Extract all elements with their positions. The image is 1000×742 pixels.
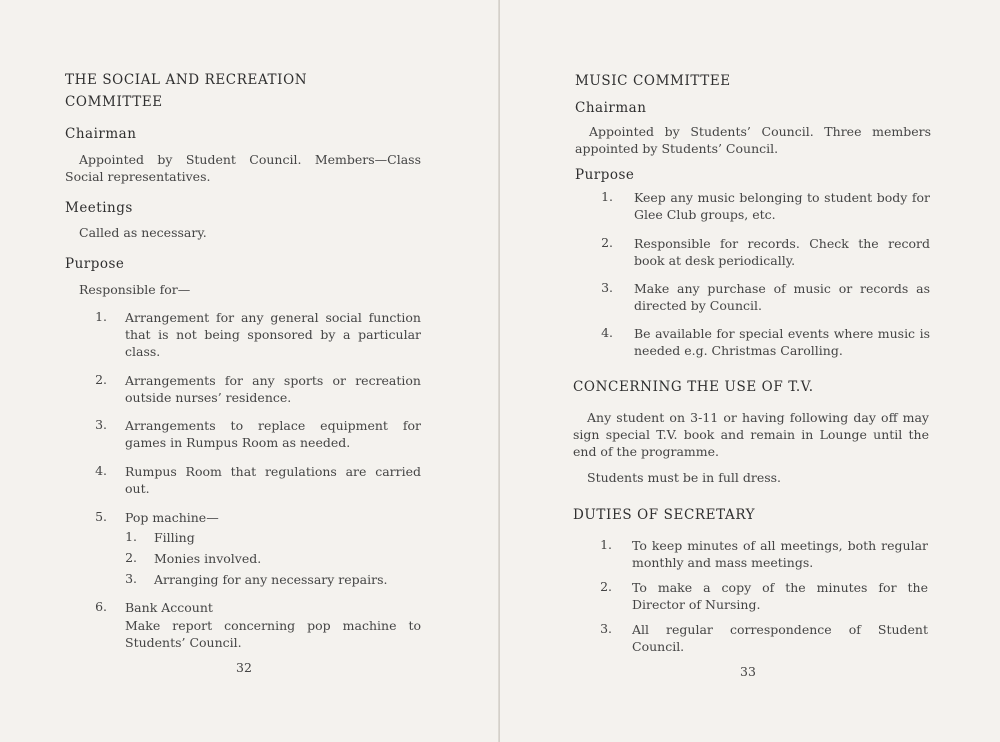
section-title: THE SOCIAL AND RECREATION [65,72,308,88]
section-title-continued: COMMITTEE [65,94,163,110]
tv-dress-text: Students must be in full dress. [587,470,782,485]
list-item: Make any purchase of music or records as directed by Council. [634,281,930,313]
list-item-detail: Make report concerning pop machine to Students’ Council. [125,618,421,650]
subitem-number: 2. [125,550,137,565]
subitem-number: 1. [125,529,137,544]
list-item: To make a copy of the minutes for the Director of Nursing. [632,580,928,612]
item-number: 3. [95,417,107,432]
item-number: 5. [95,509,107,524]
purpose-heading: Purpose [575,167,635,183]
item-number: 1. [600,537,612,552]
chairman-text: Appointed by Student Council. Members—Class Social representatives. [65,152,421,184]
list-item: Arrangements for any sports or recreation outside nurses’ residence. [125,373,421,405]
subitem-number: 3. [125,571,137,586]
meetings-heading: Meetings [65,200,133,216]
item-number: 2. [601,235,613,250]
purpose-heading: Purpose [65,256,125,272]
list-item: Bank Account [125,600,213,615]
sub-list-item: Arranging for any necessary repairs. [154,572,388,587]
list-item: Keep any music belonging to student body for Glee Club groups, etc. [634,190,930,222]
item-number: 3. [600,621,612,636]
chairman-text: Appointed by Students’ Council. Three members appointed by Students’ Council. [575,124,931,156]
purpose-intro: Responsible for— [79,282,191,297]
item-number: 2. [95,372,107,387]
chairman-heading: Chairman [575,100,647,116]
item-number: 3. [601,280,613,295]
secretary-section-title: DUTIES OF SECRETARY [573,507,756,523]
list-item: Pop machine— [125,510,219,525]
tv-section-title: CONCERNING THE USE OF T.V. [573,379,814,395]
list-item: Arrangements to replace equipment for games in Rumpus Room as needed. [125,418,421,450]
chairman-heading: Chairman [65,126,137,142]
item-number: 4. [601,325,613,340]
list-item: Responsible for records. Check the record book at desk periodically. [634,236,930,268]
left-page [0,0,498,742]
sub-list-item: Filling [154,530,195,545]
item-number: 1. [601,189,613,204]
list-item: Rumpus Room that regulations are carried out. [125,464,421,496]
item-number: 6. [95,599,107,614]
list-item: Be available for special events where music is needed e.g. Christmas Carolling. [634,326,930,358]
music-committee-title: MUSIC COMMITTEE [575,73,731,89]
page-number: 32 [236,660,252,675]
tv-text: Any student on 3-11 or having following day off may sign special T.V. book and remain in Lounge until the end of the programme. [573,410,929,459]
meetings-text: Called as necessary. [79,225,207,240]
page-number: 33 [740,664,756,679]
list-item: Arrangement for any general social function that is not being sponsored by a particular class. [125,310,421,359]
sub-list-item: Monies involved. [154,551,262,566]
list-item: To keep minutes of all meetings, both regular monthly and mass meetings. [632,538,928,570]
list-item: All regular correspondence of Student Council. [632,622,928,654]
right-page [500,0,1000,742]
item-number: 1. [95,309,107,324]
item-number: 2. [600,579,612,594]
item-number: 4. [95,463,107,478]
